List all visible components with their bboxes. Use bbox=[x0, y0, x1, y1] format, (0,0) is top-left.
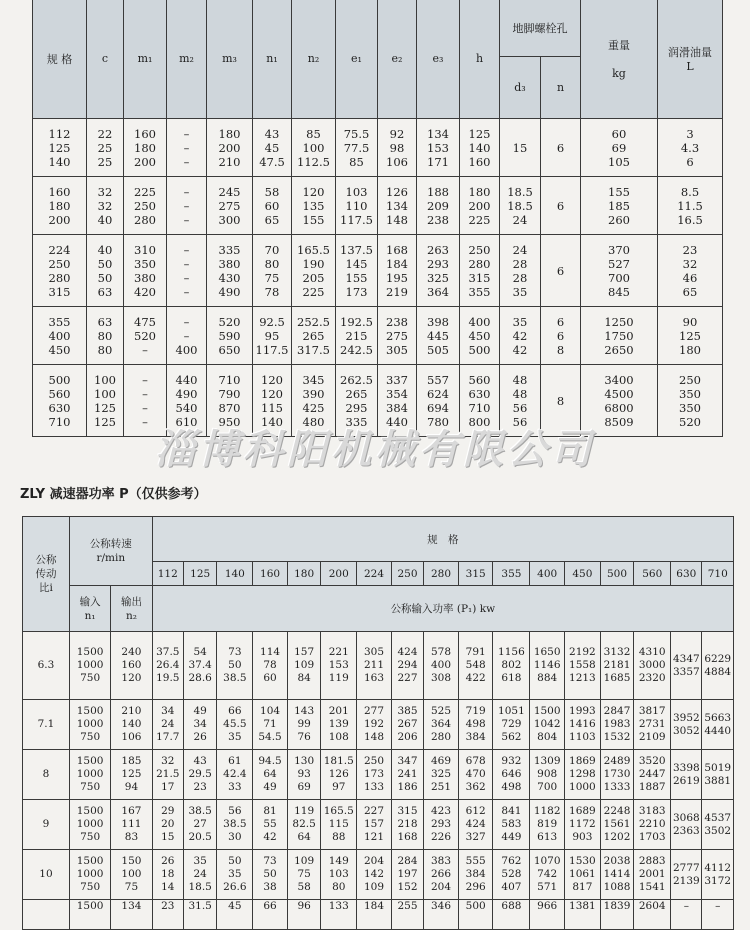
cell-power: 4310 3000 2320 bbox=[634, 632, 671, 700]
cell-power: 184 bbox=[357, 900, 392, 930]
header-weight-label: 重量 bbox=[608, 39, 630, 52]
cell-n2: 345 390 425 480 bbox=[292, 365, 336, 437]
cell-power: 2489 1730 1333 bbox=[600, 750, 634, 800]
cell-c: 22 25 25 bbox=[87, 119, 124, 177]
cell-m1: 475 520 – bbox=[124, 307, 167, 365]
cell-oil: 23 32 46 65 bbox=[658, 235, 723, 307]
cell-e3: 557 624 694 780 bbox=[417, 365, 460, 437]
cell-power: 4537 3502 bbox=[702, 800, 734, 850]
cell-power: 221 153 119 bbox=[321, 632, 357, 700]
cell-power: 81 55 42 bbox=[253, 800, 288, 850]
cell-spec: 500 560 630 710 bbox=[33, 365, 87, 437]
cell-power: 1839 bbox=[600, 900, 634, 930]
cell-n: 6 6 8 bbox=[541, 307, 581, 365]
cell-power: 346 bbox=[424, 900, 459, 930]
cell-e2: 168 184 195 219 bbox=[378, 235, 417, 307]
cell-power: 66 45.5 35 bbox=[217, 700, 253, 750]
cell-power: 315 218 168 bbox=[391, 800, 423, 850]
cell-power: 5019 3881 bbox=[702, 750, 734, 800]
cell-power: 38.5 27 20.5 bbox=[183, 800, 217, 850]
cell-power: 114 78 60 bbox=[253, 632, 288, 700]
cell-n: 6 bbox=[541, 177, 581, 235]
cell-n: 8 bbox=[541, 365, 581, 437]
cell-power: 49 34 26 bbox=[183, 700, 217, 750]
cell-input-speed: 1500 1000 750 bbox=[69, 632, 110, 700]
cell-n: 6 bbox=[541, 119, 581, 177]
cell-power: 3817 2731 2109 bbox=[634, 700, 671, 750]
spec-header-112: 112 bbox=[152, 562, 183, 586]
cell-power: 56 38.5 30 bbox=[217, 800, 253, 850]
dimensions-table-body bbox=[33, 119, 723, 437]
cell-power: 32 21.5 17 bbox=[152, 750, 183, 800]
cell-n1: 92.5 95 117.5 bbox=[253, 307, 292, 365]
cell-power: 45 bbox=[217, 900, 253, 930]
spec-header-200: 200 bbox=[321, 562, 357, 586]
cell-ratio: 9 bbox=[23, 800, 70, 850]
cell-power: 385 267 206 bbox=[391, 700, 423, 750]
cell-input-speed: 1500 1000 750 bbox=[69, 700, 110, 750]
cell-e3: 398 445 505 bbox=[417, 307, 460, 365]
cell-power: 104 71 54.5 bbox=[253, 700, 288, 750]
cell-power: 255 bbox=[391, 900, 423, 930]
cell-power: 34 24 17.7 bbox=[152, 700, 183, 750]
spec-header-125: 125 bbox=[183, 562, 217, 586]
header-m1: m₁ bbox=[124, 0, 167, 119]
cell-spec: 355 400 450 bbox=[33, 307, 87, 365]
cell-m2: 440 490 540 610 bbox=[167, 365, 207, 437]
table-row bbox=[33, 119, 723, 177]
cell-d3: 48 48 56 56 bbox=[500, 365, 541, 437]
cell-power: 678 470 362 bbox=[458, 750, 493, 800]
cell-power: 133 bbox=[321, 900, 357, 930]
cell-weight: 155 185 260 bbox=[581, 177, 658, 235]
header-m2: m₂ bbox=[167, 0, 207, 119]
cell-power: 54 37.4 28.6 bbox=[183, 632, 217, 700]
cell-d3: 35 42 42 bbox=[500, 307, 541, 365]
spec-header-355: 355 bbox=[493, 562, 530, 586]
cell-n1: 120 120 115 140 bbox=[253, 365, 292, 437]
cell-power: 424 294 227 bbox=[391, 632, 423, 700]
cell-m1: 160 180 200 bbox=[124, 119, 167, 177]
spec-header-140: 140 bbox=[217, 562, 253, 586]
table-row bbox=[33, 307, 723, 365]
cell-power: 26 18 14 bbox=[152, 850, 183, 900]
spec-header-450: 450 bbox=[565, 562, 601, 586]
cell-power: 157 109 84 bbox=[287, 632, 321, 700]
cell-power: 688 bbox=[493, 900, 530, 930]
cell-power: 29 20 15 bbox=[152, 800, 183, 850]
cell-power: 201 139 108 bbox=[321, 700, 357, 750]
cell-ratio: 8 bbox=[23, 750, 70, 800]
cell-e2: 92 98 106 bbox=[378, 119, 417, 177]
cell-c: 32 32 40 bbox=[87, 177, 124, 235]
cell-power: 50 35 26.6 bbox=[217, 850, 253, 900]
power-table bbox=[22, 516, 734, 930]
cell-oil: 90 125 180 bbox=[658, 307, 723, 365]
cell-n2: 165.5 190 205 225 bbox=[292, 235, 336, 307]
cell-power: 841 583 449 bbox=[493, 800, 530, 850]
cell-power: 1869 1298 1000 bbox=[565, 750, 601, 800]
cell-d3: 18.5 18.5 24 bbox=[500, 177, 541, 235]
cell-spec: 160 180 200 bbox=[33, 177, 87, 235]
cell-power: 3068 2363 bbox=[671, 800, 702, 850]
cell-power: 500 bbox=[458, 900, 493, 930]
spec-header-500: 500 bbox=[600, 562, 634, 586]
cell-power: 1500 1042 804 bbox=[530, 700, 565, 750]
header-oil-unit: L bbox=[686, 60, 694, 73]
cell-power: 37.5 26.4 19.5 bbox=[152, 632, 183, 700]
cell-m3: 520 590 650 bbox=[207, 307, 253, 365]
cell-power: 578 400 308 bbox=[424, 632, 459, 700]
cell-power: 96 bbox=[287, 900, 321, 930]
cell-power: 1993 1416 1103 bbox=[565, 700, 601, 750]
spec-header-224: 224 bbox=[357, 562, 392, 586]
cell-power: 2192 1558 1213 bbox=[565, 632, 601, 700]
cell-spec: 112 125 140 bbox=[33, 119, 87, 177]
cell-power: – bbox=[671, 900, 702, 930]
cell-power: 555 384 296 bbox=[458, 850, 493, 900]
cell-m3: 180 200 210 bbox=[207, 119, 253, 177]
cell-power: 2883 2001 1541 bbox=[634, 850, 671, 900]
header-oil-label: 润滑油量 bbox=[668, 46, 712, 59]
spec-header-180: 180 bbox=[287, 562, 321, 586]
spec-header-250: 250 bbox=[391, 562, 423, 586]
cell-oil: 3 4.3 6 bbox=[658, 119, 723, 177]
header-weight bbox=[581, 0, 658, 119]
cell-power: 204 142 109 bbox=[357, 850, 392, 900]
power-table-body bbox=[23, 632, 734, 930]
cell-oil: 8.5 11.5 16.5 bbox=[658, 177, 723, 235]
cell-weight: 3400 4500 6800 8509 bbox=[581, 365, 658, 437]
cell-e3: 188 209 238 bbox=[417, 177, 460, 235]
cell-power: 4347 3357 bbox=[671, 632, 702, 700]
cell-e2: 238 275 305 bbox=[378, 307, 417, 365]
cell-power: 932 646 498 bbox=[493, 750, 530, 800]
cell-output-speed: 185 125 94 bbox=[111, 750, 152, 800]
header-h: h bbox=[460, 0, 500, 119]
cell-power: 165.5 115 88 bbox=[321, 800, 357, 850]
cell-power: 6229 4884 bbox=[702, 632, 734, 700]
cell-n1: 58 60 65 bbox=[253, 177, 292, 235]
spec-header-160: 160 bbox=[253, 562, 288, 586]
cell-output-speed: 167 111 83 bbox=[111, 800, 152, 850]
cell-weight: 60 69 105 bbox=[581, 119, 658, 177]
cell-h: 125 140 160 bbox=[460, 119, 500, 177]
cell-ratio bbox=[23, 900, 70, 930]
table-row bbox=[23, 632, 734, 700]
cell-power: 469 325 251 bbox=[424, 750, 459, 800]
header-m3: m₃ bbox=[207, 0, 253, 119]
header-spec: 规 格 bbox=[33, 0, 87, 119]
table-row bbox=[33, 177, 723, 235]
cell-power: 719 498 384 bbox=[458, 700, 493, 750]
cell-h: 400 450 500 bbox=[460, 307, 500, 365]
table-row bbox=[33, 235, 723, 307]
spec-header-710: 710 bbox=[702, 562, 734, 586]
cell-power: 762 528 407 bbox=[493, 850, 530, 900]
cell-power: 1051 729 562 bbox=[493, 700, 530, 750]
header-e2: e₂ bbox=[378, 0, 417, 119]
cell-power: 2777 2139 bbox=[671, 850, 702, 900]
cell-m2: – – 400 bbox=[167, 307, 207, 365]
cell-power: 1530 1061 817 bbox=[565, 850, 601, 900]
header-ratio: 公称 传动 比i bbox=[23, 517, 70, 632]
cell-power: 1309 908 700 bbox=[530, 750, 565, 800]
cell-power: 130 93 69 bbox=[287, 750, 321, 800]
spec-header-280: 280 bbox=[424, 562, 459, 586]
cell-power: 2604 bbox=[634, 900, 671, 930]
cell-input-speed: 1500 1000 750 bbox=[69, 800, 110, 850]
cell-power: 612 424 327 bbox=[458, 800, 493, 850]
cell-c: 100 100 125 125 bbox=[87, 365, 124, 437]
header-bolt-hole: 地脚螺栓孔 bbox=[500, 0, 581, 57]
cell-ratio: 10 bbox=[23, 850, 70, 900]
cell-power: 4112 3172 bbox=[702, 850, 734, 900]
table-row bbox=[23, 900, 734, 930]
header-spec-group: 规 格 bbox=[152, 517, 733, 562]
cell-power: 1182 819 613 bbox=[530, 800, 565, 850]
cell-input-speed: 1500 bbox=[69, 900, 110, 930]
cell-n2: 252.5 265 317.5 bbox=[292, 307, 336, 365]
cell-d3: 15 bbox=[500, 119, 541, 177]
cell-power: 250 173 133 bbox=[357, 750, 392, 800]
cell-power: 3132 2181 1685 bbox=[600, 632, 634, 700]
cell-ratio: 6.3 bbox=[23, 632, 70, 700]
cell-power: 94.5 64 49 bbox=[253, 750, 288, 800]
cell-power: 43 29.5 23 bbox=[183, 750, 217, 800]
table-row bbox=[23, 850, 734, 900]
power-table-title: ZLY 减速器功率 P（仅供参考） bbox=[20, 487, 207, 502]
table-row bbox=[23, 800, 734, 850]
header-c: c bbox=[87, 0, 124, 119]
cell-m3: 335 380 430 490 bbox=[207, 235, 253, 307]
cell-power: 305 211 163 bbox=[357, 632, 392, 700]
header-n1: n₁ bbox=[253, 0, 292, 119]
header-oil bbox=[658, 0, 723, 119]
header-d3: d₃ bbox=[500, 57, 541, 119]
cell-n2: 85 100 112.5 bbox=[292, 119, 336, 177]
cell-n1: 70 80 75 78 bbox=[253, 235, 292, 307]
cell-power: 1381 bbox=[565, 900, 601, 930]
cell-m3: 710 790 870 950 bbox=[207, 365, 253, 437]
cell-power: 3183 2210 1703 bbox=[634, 800, 671, 850]
cell-output-speed: 240 160 120 bbox=[111, 632, 152, 700]
cell-power: 791 548 422 bbox=[458, 632, 493, 700]
cell-m1: 310 350 380 420 bbox=[124, 235, 167, 307]
cell-power: 3952 3052 bbox=[671, 700, 702, 750]
cell-power: 5663 4440 bbox=[702, 700, 734, 750]
cell-power: 61 42.4 33 bbox=[217, 750, 253, 800]
cell-weight: 1250 1750 2650 bbox=[581, 307, 658, 365]
cell-h: 560 630 710 800 bbox=[460, 365, 500, 437]
cell-n2: 120 135 155 bbox=[292, 177, 336, 235]
cell-power: 2248 1561 1202 bbox=[600, 800, 634, 850]
cell-power: 73 50 38.5 bbox=[217, 632, 253, 700]
cell-n1: 43 45 47.5 bbox=[253, 119, 292, 177]
spec-header-400: 400 bbox=[530, 562, 565, 586]
cell-power: 423 293 226 bbox=[424, 800, 459, 850]
header-input-speed: 输入 n₁ bbox=[69, 586, 110, 632]
cell-power: 383 266 204 bbox=[424, 850, 459, 900]
header-weight-unit: kg bbox=[612, 67, 626, 80]
cell-power: 3520 2447 1887 bbox=[634, 750, 671, 800]
cell-power: 525 364 280 bbox=[424, 700, 459, 750]
cell-c: 40 50 50 63 bbox=[87, 235, 124, 307]
cell-power: 2847 1983 1532 bbox=[600, 700, 634, 750]
cell-e2: 126 134 148 bbox=[378, 177, 417, 235]
spec-header-315: 315 bbox=[458, 562, 493, 586]
cell-e1: 75.5 77.5 85 bbox=[336, 119, 378, 177]
cell-m2: – – – – bbox=[167, 235, 207, 307]
cell-e1: 262.5 265 295 335 bbox=[336, 365, 378, 437]
cell-input-speed: 1500 1000 750 bbox=[69, 850, 110, 900]
cell-m2: – – – bbox=[167, 177, 207, 235]
cell-power: 3398 2619 bbox=[671, 750, 702, 800]
cell-power: 284 197 152 bbox=[391, 850, 423, 900]
cell-power: 31.5 bbox=[183, 900, 217, 930]
cell-spec: 224 250 280 315 bbox=[33, 235, 87, 307]
cell-power: 1156 802 618 bbox=[493, 632, 530, 700]
cell-output-speed: 210 140 106 bbox=[111, 700, 152, 750]
cell-h: 180 200 225 bbox=[460, 177, 500, 235]
cell-n: 6 bbox=[541, 235, 581, 307]
table-row bbox=[23, 700, 734, 750]
cell-m3: 245 275 300 bbox=[207, 177, 253, 235]
header-n2: n₂ bbox=[292, 0, 336, 119]
cell-power: 1650 1146 884 bbox=[530, 632, 565, 700]
cell-input-speed: 1500 1000 750 bbox=[69, 750, 110, 800]
company-watermark: 淄博科阳机械有限公司 bbox=[155, 427, 595, 473]
cell-power: 143 99 76 bbox=[287, 700, 321, 750]
header-n: n bbox=[541, 57, 581, 119]
cell-e2: 337 354 384 440 bbox=[378, 365, 417, 437]
cell-m1: 225 250 280 bbox=[124, 177, 167, 235]
header-output-speed: 输出 n₂ bbox=[111, 586, 152, 632]
cell-power: 109 75 58 bbox=[287, 850, 321, 900]
header-e3: e₃ bbox=[417, 0, 460, 119]
spec-header-630: 630 bbox=[671, 562, 702, 586]
cell-power: 181.5 126 97 bbox=[321, 750, 357, 800]
spec-header-560: 560 bbox=[634, 562, 671, 586]
cell-power: – bbox=[702, 900, 734, 930]
cell-power: 73 50 38 bbox=[253, 850, 288, 900]
cell-power: 119 82.5 64 bbox=[287, 800, 321, 850]
cell-e1: 103 110 117.5 bbox=[336, 177, 378, 235]
header-power: 公称输入功率 (P₁) kw bbox=[152, 586, 733, 632]
cell-e1: 137.5 145 155 173 bbox=[336, 235, 378, 307]
cell-power: 2038 1414 1088 bbox=[600, 850, 634, 900]
cell-m2: – – – bbox=[167, 119, 207, 177]
cell-e1: 192.5 215 242.5 bbox=[336, 307, 378, 365]
cell-power: 966 bbox=[530, 900, 565, 930]
cell-power: 149 103 80 bbox=[321, 850, 357, 900]
cell-power: 347 241 186 bbox=[391, 750, 423, 800]
cell-oil: 250 350 350 520 bbox=[658, 365, 723, 437]
cell-output-speed: 134 bbox=[111, 900, 152, 930]
cell-power: 23 bbox=[152, 900, 183, 930]
cell-weight: 370 527 700 845 bbox=[581, 235, 658, 307]
cell-e3: 263 293 325 364 bbox=[417, 235, 460, 307]
cell-ratio: 7.1 bbox=[23, 700, 70, 750]
header-e1: e₁ bbox=[336, 0, 378, 119]
cell-e3: 134 153 171 bbox=[417, 119, 460, 177]
cell-power: 227 157 121 bbox=[357, 800, 392, 850]
cell-power: 1689 1172 903 bbox=[565, 800, 601, 850]
dimensions-table bbox=[32, 0, 723, 437]
cell-output-speed: 150 100 75 bbox=[111, 850, 152, 900]
cell-power: 1070 742 571 bbox=[530, 850, 565, 900]
cell-m1: – – – – bbox=[124, 365, 167, 437]
cell-d3: 24 28 28 35 bbox=[500, 235, 541, 307]
cell-c: 63 80 80 bbox=[87, 307, 124, 365]
cell-power: 277 192 148 bbox=[357, 700, 392, 750]
header-speed: 公称转速 r/min bbox=[69, 517, 152, 586]
cell-power: 35 24 18.5 bbox=[183, 850, 217, 900]
cell-h: 250 280 315 355 bbox=[460, 235, 500, 307]
cell-power: 66 bbox=[253, 900, 288, 930]
table-row bbox=[23, 750, 734, 800]
